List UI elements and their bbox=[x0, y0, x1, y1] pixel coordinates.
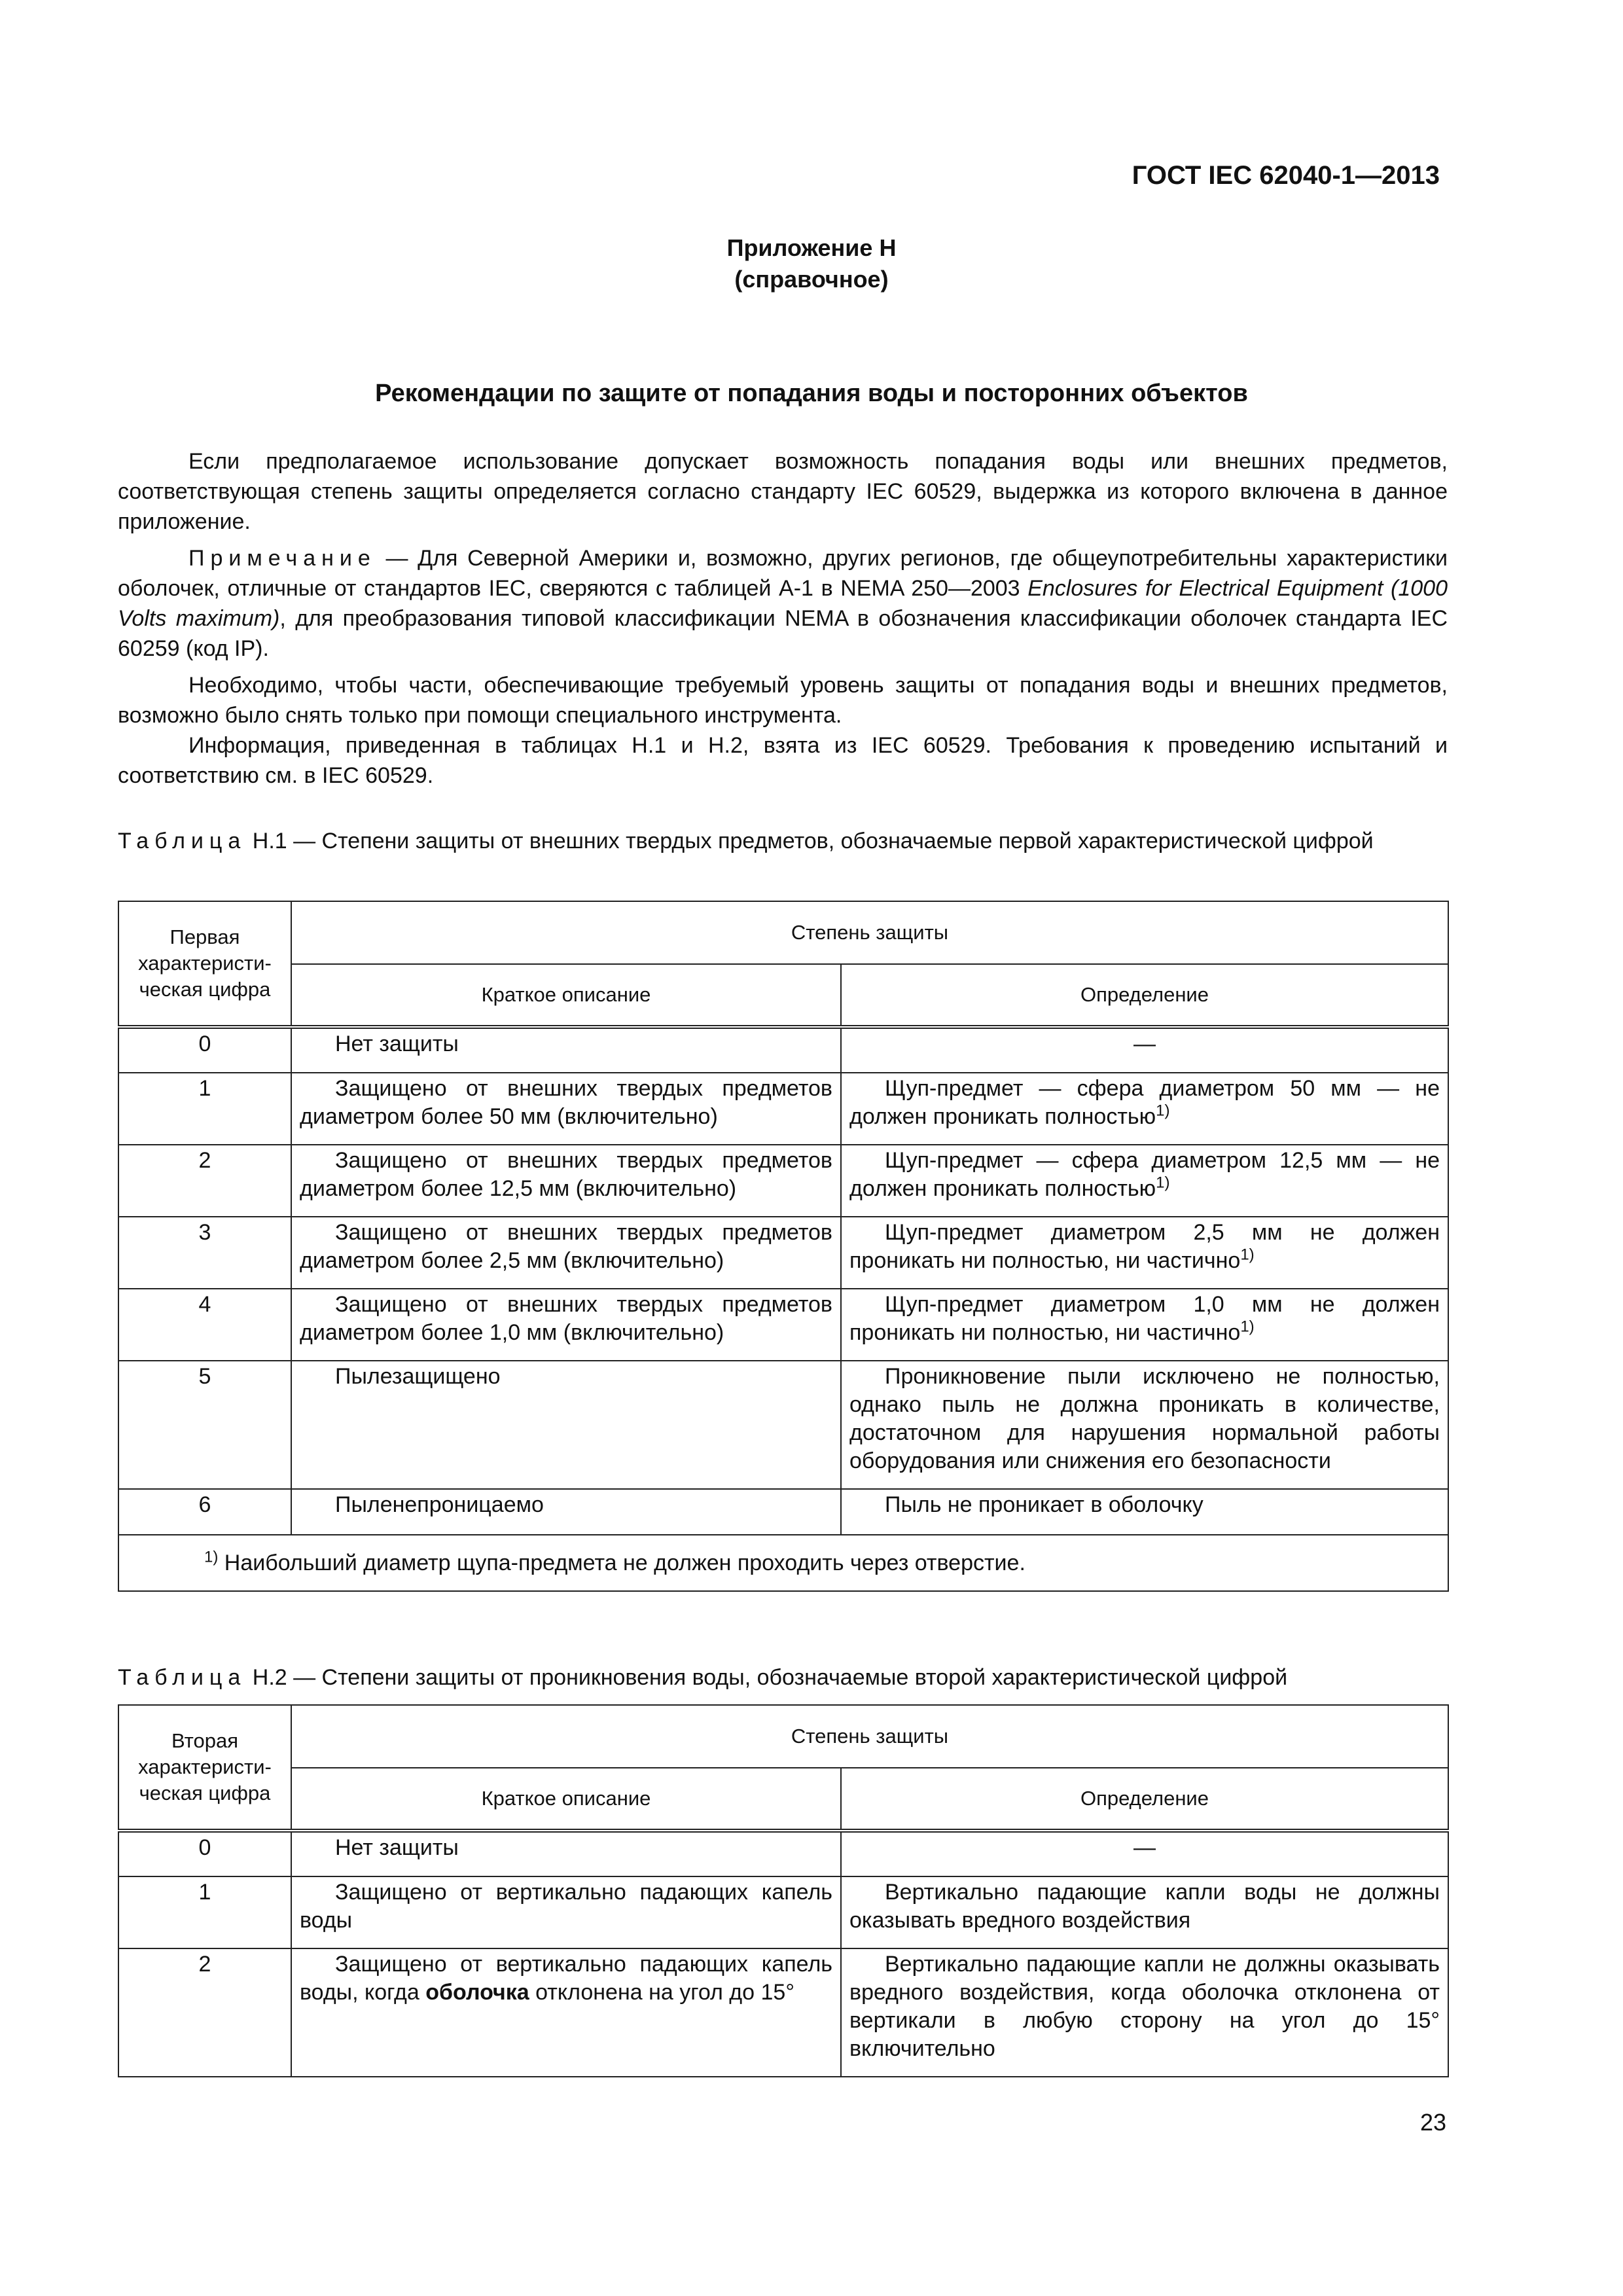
footnote-ref: 1) bbox=[1240, 1318, 1255, 1336]
table1-footnote-row bbox=[118, 1535, 1448, 1591]
table2-caption-label: Таблица bbox=[118, 1665, 247, 1690]
footnote-ref: 1) bbox=[1240, 1246, 1255, 1264]
table-row bbox=[118, 1073, 1448, 1145]
table2-caption bbox=[118, 1662, 1448, 1693]
table-row bbox=[118, 1831, 1448, 1876]
table1-cell-digit: 1 bbox=[118, 1073, 291, 1145]
table1-caption-label: Таблица bbox=[118, 829, 247, 853]
table1-def-text: Щуп-предмет — сфера диаметром 50 мм — не должен проникать полностью bbox=[849, 1076, 1440, 1129]
table2-desc-text: Защищено от вертикально падающих капель воды, когда bbox=[300, 1952, 832, 2005]
appendix-subtitle: (справочное) bbox=[734, 266, 889, 293]
footnote-ref: 1) bbox=[1156, 1174, 1170, 1192]
table-row bbox=[118, 1876, 1448, 1948]
table-row bbox=[118, 1289, 1448, 1361]
table1-header-definition: Определение bbox=[841, 964, 1448, 1027]
table1-caption-text: Н.1 — Степени защиты от внешних твердых предметов, обозначаемые первой характеристической цифрой bbox=[246, 829, 1374, 853]
table-row bbox=[118, 1027, 1448, 1073]
table1-cell-desc: Защищено от внешних твердых предметов диаметром более 1,0 мм (включительно) bbox=[291, 1289, 841, 1361]
table2-cell-def: Вертикально падающие капли воды не должны оказывать вредного воздействия bbox=[841, 1876, 1448, 1948]
table1-cell-digit: 2 bbox=[118, 1145, 291, 1217]
footnote-ref: 1) bbox=[1156, 1102, 1170, 1120]
table2-caption-text: Н.2 — Степени защиты от проникновения воды, обозначаемые второй характеристической цифрой bbox=[246, 1665, 1288, 1690]
table1-cell-def bbox=[841, 1217, 1448, 1289]
table1-cell-desc: Защищено от внешних твердых предметов диаметром более 2,5 мм (включительно) bbox=[291, 1217, 841, 1289]
footnote-mark: 1) bbox=[204, 1548, 219, 1566]
table-row bbox=[118, 1217, 1448, 1289]
table-row bbox=[118, 1948, 1448, 2077]
appendix-title: Приложение Н bbox=[726, 234, 897, 261]
table2-cell-def: — bbox=[841, 1831, 1448, 1876]
document-title: Рекомендации по защите от попадания воды и посторонних объектов bbox=[375, 380, 1248, 407]
table2-cell-digit: 0 bbox=[118, 1831, 291, 1876]
table1-def-text: Щуп-предмет диаметром 2,5 мм не должен проникать ни полностью, ни частично bbox=[849, 1220, 1440, 1273]
table2-cell-desc: Защищено от вертикально падающих капель воды bbox=[291, 1876, 841, 1948]
note-italic-title: Enclosures for Electrical Equipment (1000 Volts maximum) bbox=[118, 576, 1448, 631]
table1-header-degree: Степень защиты bbox=[291, 901, 1448, 964]
table1-caption bbox=[118, 826, 1448, 856]
table1-cell-def bbox=[841, 1289, 1448, 1361]
table1-def-text: Щуп-предмет — сфера диаметром 12,5 мм — не должен проникать полностью bbox=[849, 1148, 1440, 1201]
table1-cell-digit: 5 bbox=[118, 1361, 291, 1489]
table2-header-definition: Определение bbox=[841, 1768, 1448, 1831]
standard-header: ГОСТ IEC 62040-1—2013 bbox=[1132, 161, 1440, 190]
appendix-heading bbox=[0, 232, 1623, 295]
table2-header-short: Краткое описание bbox=[291, 1768, 841, 1831]
table2-cell-digit: 1 bbox=[118, 1876, 291, 1948]
page-number: 23 bbox=[1419, 2109, 1446, 2136]
table2-desc-bold: оболочка bbox=[425, 1980, 529, 2005]
paragraph-info: Информация, приведенная в таблицах Н.1 и Н.2, взята из IEC 60529. Требования к проведению испытаний и соответствию см. в IEC 60529. bbox=[118, 733, 1448, 788]
table1-cell-digit: 6 bbox=[118, 1489, 291, 1535]
table1-cell-digit: 4 bbox=[118, 1289, 291, 1361]
table1-cell-def: Проникновение пыли исключено не полностью, однако пыль не должна проникать в количестве, достаточном для нарушения нормальной работы оборудования или снижения его безопасности bbox=[841, 1361, 1448, 1489]
paragraph-removal: Необходимо, чтобы части, обеспечивающие требуемый уровень защиты от попадания воды и внешних предметов, возможно было снять только при помощи специального инструмента. bbox=[118, 673, 1448, 728]
table1-cell-desc: Пыленепроницаемо bbox=[291, 1489, 841, 1535]
table1-header-short: Краткое описание bbox=[291, 964, 841, 1027]
table-row bbox=[118, 1361, 1448, 1489]
table-row bbox=[118, 1489, 1448, 1535]
table1-footnote bbox=[118, 1535, 1448, 1591]
table1-cell-desc: Пылезащищено bbox=[291, 1361, 841, 1489]
table1-cell-digit: 0 bbox=[118, 1027, 291, 1073]
intro-text bbox=[118, 446, 1448, 791]
table2-header-degree: Степень защиты bbox=[291, 1705, 1448, 1768]
table1-def-text: Щуп-предмет диаметром 1,0 мм не должен проникать ни полностью, ни частично bbox=[849, 1292, 1440, 1345]
table2-cell-def: Вертикально падающие капли не должны оказывать вредного воздействия, когда оболочка отклонена от вертикали в любую сторону на угол до 15° включительно bbox=[841, 1948, 1448, 2077]
note-label: Примечание bbox=[188, 546, 376, 571]
table1-cell-def bbox=[841, 1145, 1448, 1217]
table-water-ingress bbox=[118, 1704, 1449, 2077]
table-solid-objects bbox=[118, 901, 1449, 1592]
table1-header-digit: Первая характеристи-ческая цифра bbox=[118, 901, 291, 1027]
table2-cell-desc bbox=[291, 1948, 841, 2077]
table2-cell-digit: 2 bbox=[118, 1948, 291, 2077]
table1-cell-desc: Защищено от внешних твердых предметов диаметром более 12,5 мм (включительно) bbox=[291, 1145, 841, 1217]
note-paragraph bbox=[118, 543, 1448, 664]
footnote-text: Наибольший диаметр щупа-предмета не должен проходить через отверстие. bbox=[218, 1550, 1026, 1575]
table1-cell-def: — bbox=[841, 1027, 1448, 1073]
table2-header-digit: Вторая характеристи-ческая цифра bbox=[118, 1705, 291, 1831]
note-text: — Для Северной Америки и, возможно, других регионов, где общеупотребительны характеристики оболочек, отличные от стандартов IEC, сверяются с таблицей А-1 в NEMA 250—2003 bbox=[118, 546, 1448, 601]
table1-cell-desc: Защищено от внешних твердых предметов диаметром более 50 мм (включительно) bbox=[291, 1073, 841, 1145]
table-row bbox=[118, 1145, 1448, 1217]
table1-cell-def: Пыль не проникает в оболочку bbox=[841, 1489, 1448, 1535]
table1-cell-desc: Нет защиты bbox=[291, 1027, 841, 1073]
note-text-end: , для преобразования типовой классификации NEMA в обозначения классификации оболочек стандарта IEC 60259 (код IP). bbox=[118, 606, 1448, 661]
table2-cell-desc: Нет защиты bbox=[291, 1831, 841, 1876]
table1-cell-digit: 3 bbox=[118, 1217, 291, 1289]
table2-desc-text-end: отклонена на угол до 15° bbox=[529, 1980, 794, 2005]
table1-cell-def bbox=[841, 1073, 1448, 1145]
paragraph-intro: Если предполагаемое использование допускает возможность попадания воды или внешних предметов, соответствующая степень защиты определяется согласно стандарту IEC 60529, выдержка из которого включена в данное приложение. bbox=[118, 449, 1448, 534]
